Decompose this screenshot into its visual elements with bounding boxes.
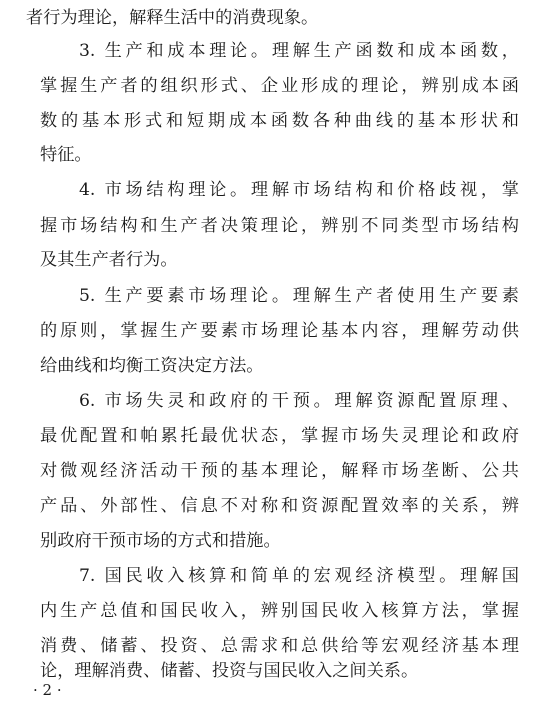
- paragraph-5-line-1: 内生产总值和国民收入，辨别国民收入核算方法，掌握: [40, 601, 519, 621]
- paragraph-3-line-2: 给曲线和均衡工资决定方法。: [40, 356, 264, 376]
- paragraph-5-line-2: 消费、储蓄、投资、总需求和总供给等宏观经济基本理: [40, 636, 519, 656]
- paragraph-3-line-1: 的原则，掌握生产要素市场理论基本内容，理解劳动供: [40, 321, 519, 341]
- paragraph-2-line-0: 4. 市场结构理论。理解市场结构和价格歧视，掌: [79, 180, 519, 200]
- paragraph-3-line-0: 5. 生产要素市场理论。理解生产者使用生产要素: [79, 286, 519, 306]
- paragraph-1-line-1: 掌握生产者的组织形式、企业形成的理论，辨别成本函: [40, 76, 519, 96]
- paragraph-4-line-0: 6. 市场失灵和政府的干预。理解资源配置原理、: [79, 391, 519, 411]
- paragraph-2-line-1: 握市场结构和生产者决策理论，辨别不同类型市场结构: [40, 216, 519, 236]
- paragraph-1-line-2: 数的基本形式和短期成本函数各种曲线的基本形状和: [40, 111, 519, 131]
- paragraph-5-line-0: 7. 国民收入核算和简单的宏观经济模型。理解国: [79, 566, 519, 586]
- paragraph-1-line-0: 3. 生产和成本理论。理解生产函数和成本函数，: [79, 41, 519, 61]
- paragraph-1-line-3: 特征。: [40, 145, 92, 165]
- page-number: · 2 ·: [33, 681, 62, 699]
- paragraph-4-line-2: 对微观经济活动干预的基本理论，解释市场垄断、公共: [40, 461, 519, 481]
- paragraph-4-line-3: 产品、外部性、信息不对称和资源配置效率的关系，辨: [40, 496, 519, 516]
- paragraph-5-line-3: 论，理解消费、储蓄、投资与国民收入之间关系。: [40, 661, 419, 681]
- paragraph-0-line-0: 者行为理论，解释生活中的消费现象。: [26, 8, 319, 28]
- paragraph-2-line-2: 及其生产者行为。: [40, 250, 178, 270]
- paragraph-4-line-1: 最优配置和帕累托最优状态，掌握市场失灵理论和政府: [40, 426, 519, 446]
- paragraph-4-line-4: 别政府干预市场的方式和措施。: [40, 531, 281, 551]
